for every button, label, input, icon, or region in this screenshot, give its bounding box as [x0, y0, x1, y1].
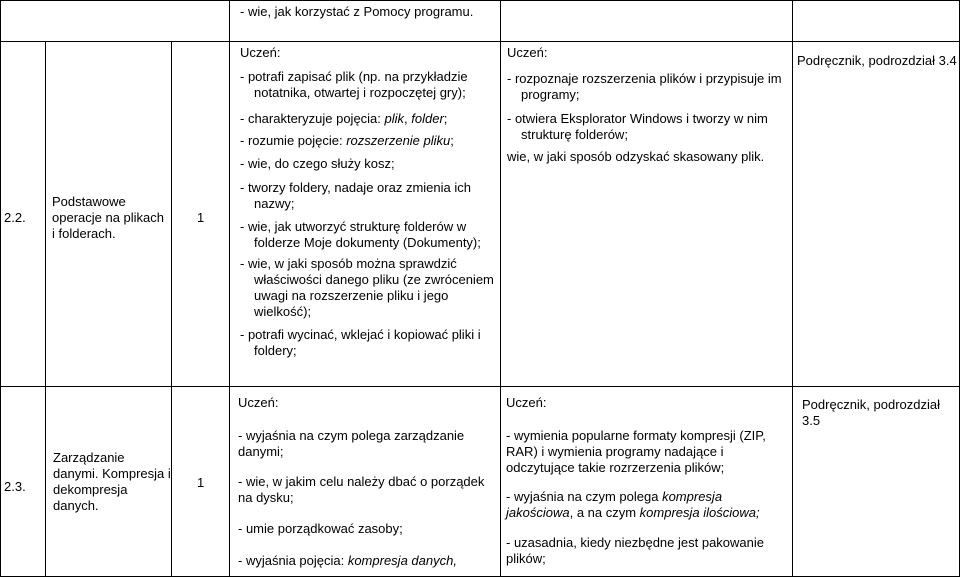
column-separator [171, 41, 172, 577]
skill-item: - charakteryzuje pojęcia: plik, folder; [240, 111, 448, 126]
skill-item: - rozumie pojęcie: rozszerzenie pliku; [240, 133, 454, 148]
row-number: 2.2. [4, 210, 26, 225]
skill-item: - wyjaśnia pojęcia: kompresja danych, [238, 553, 457, 568]
row-title: Podstawowe operacje na plikach i folderach. [52, 194, 165, 241]
col3-header: Uczeń: [240, 45, 281, 60]
skill-item: - wie, jak utworzyć strukturę folderów w folderze Moje dokumenty (Dokumenty); [240, 219, 481, 250]
skill-item: - tworzy foldery, nadaje oraz zmienia ich nazwy; [240, 180, 471, 211]
row-hours: 1 [197, 475, 205, 490]
skill-item: - wyjaśnia na czym polega zarządzanie danymi; [238, 428, 465, 459]
column-separator [45, 41, 46, 577]
row-hours: 1 [197, 210, 205, 225]
row-number: 2.3. [4, 479, 26, 494]
skill-item: - uzasadnia, kiedy niezbędne jest pakowanie plików; [506, 535, 765, 566]
skill-item: - umie porządkować zasoby; [238, 521, 403, 536]
skill-item: - otwiera Eksplorator Windows i tworzy w nim strukturę folderów; [507, 111, 768, 142]
row-title: Zarządzanie danymi. Kompresja i dekompresja danych. [53, 450, 171, 513]
skill-item: wie, w jaki sposób odzyskać skasowany plik. [507, 149, 765, 164]
textbook-reference: Podręcznik, podrozdział 3.4 [797, 53, 957, 68]
top-row-text: - wie, jak korzystać z Pomocy programu. [240, 4, 474, 19]
skill-item: - potrafi wycinać, wklejać i kopiować pliki i foldery; [240, 327, 481, 358]
row-separator [0, 41, 960, 42]
textbook-reference: Podręcznik, podrozdział 3.5 [802, 397, 941, 428]
column-separator [0, 0, 1, 577]
skill-item: - potrafi zapisać plik (np. na przykładzie notatnika, otwartej i rozpoczętej gry); [240, 69, 468, 100]
column-separator [229, 0, 230, 577]
skill-item: - wyjaśnia na czym polega kompresja jakościowa, a na czym kompresja ilościowa; [506, 489, 760, 520]
skill-item: - wie, do czego służy kosz; [240, 156, 395, 171]
col3-header: Uczeń: [238, 395, 279, 410]
col4-header: Uczeń: [506, 395, 547, 410]
skill-item: - wie, w jaki sposób można sprawdzić właściwości danego pliku (ze zwróceniem uwagi na rozszerzenie pliku i jego wielkość); [240, 256, 494, 319]
row-separator [0, 0, 960, 1]
row-separator [0, 386, 960, 387]
col4-header: Uczeń: [507, 45, 548, 60]
skill-item: - wymienia popularne formaty kompresji (ZIP, RAR) i wymienia programy nadające i odczytujące takie rozrzerzenia plików; [506, 428, 766, 475]
skill-item: - wie, w jakim celu należy dbać o porządek na dysku; [238, 474, 485, 505]
skill-item: - rozpoznaje rozszerzenia plików i przypisuje im programy; [507, 71, 782, 102]
